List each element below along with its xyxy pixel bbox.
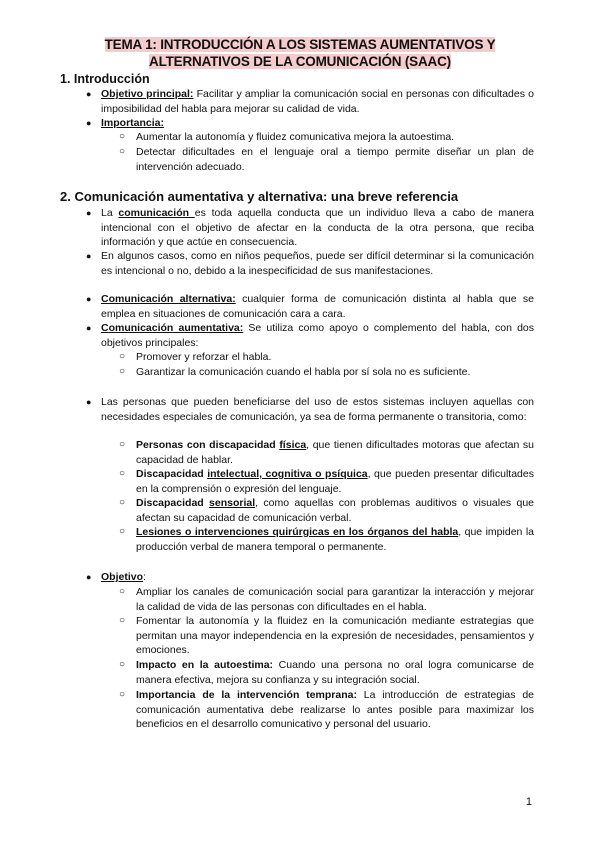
beneficiario-item (136, 496, 534, 525)
aumentativa-item: Promover y reforzar el habla. (136, 351, 272, 363)
aumentativa-label: Comunicación aumentativa: (101, 322, 244, 334)
objetivo-item-lead: Importancia de la intervención temprana: (136, 689, 357, 701)
alternativa-text: cualquier forma de comunicación distinta al habla que se emplea en situaciones de comunicación cara a cara. (101, 293, 535, 320)
bullet-icon: ● (86, 294, 92, 304)
page-number: 1 (525, 796, 532, 808)
circle-bullet-icon: ○ (119, 468, 126, 479)
objetivo-item (136, 585, 534, 614)
bullet-icon: ● (86, 118, 92, 128)
objetivo-item-text: Cuando una persona no oral logra comunicarse de manera efectiva, mejora su confianza y su integración social. (136, 659, 534, 686)
importancia-label: Importancia: (101, 117, 165, 129)
objetivo-label-line (101, 570, 534, 585)
bullet-icon: ● (86, 572, 92, 582)
bullet-icon: ● (86, 323, 92, 333)
beneficiario-text: , que pueden presentar dificultades en la comprensión o expresión del lenguaje. (136, 468, 534, 495)
beneficiario-text: , que impiden la producción verbal de manera temporal o permanente. (136, 526, 534, 553)
bullet-icon: ● (86, 89, 92, 99)
title-line-1: TEMA 1: INTRODUCCIÓN A LOS SISTEMAS AUMENTATIVOS Y (104, 37, 496, 52)
circle-bullet-icon: ○ (119, 351, 126, 362)
beneficiario-term: intelectual, cognitiva o psíquica (207, 468, 368, 480)
circle-bullet-icon: ○ (119, 615, 126, 626)
objetivo-principal-label: Objetivo principal: (101, 88, 194, 100)
comunicacion-pre: La (101, 207, 119, 219)
title-line-2: ALTERNATIVOS DE LA COMUNICACIÓN (SAAC) (149, 54, 451, 69)
beneficiario-lead: Discapacidad (136, 497, 210, 509)
bullet-icon: ● (86, 251, 92, 261)
objetivo-item-lead: Impacto en la autoestima: (136, 659, 274, 671)
beneficiario-text: , que tienen dificultades motoras que afectan su capacidad de hablar. (136, 439, 534, 466)
objetivo-item-text: Ampliar los canales de comunicación social para garantizar la interacción y mejorar la calidad de vida de las personas con dificultades en el habla. (136, 586, 534, 613)
objetivo-item (136, 614, 534, 658)
circle-bullet-icon: ○ (119, 366, 126, 377)
objetivo-principal-paragraph (101, 87, 534, 116)
section-1-heading: 1. Introducción (60, 72, 150, 86)
beneficiario-lead: Personas con discapacidad (136, 439, 280, 451)
objetivo-colon: : (143, 571, 146, 583)
aumentativa-text: Se utiliza como apoyo o complemento del habla, con dos objetivos principales: (101, 322, 535, 349)
importancia-item: Aumentar la autonomía y fluidez comunicativa mejora la autoestima. (136, 131, 455, 143)
circle-bullet-icon: ○ (119, 146, 126, 157)
section-2-heading: 2. Comunicación aumentativa y alternativa: una breve referencia (60, 189, 459, 204)
objetivo-principal-text: Facilitar y ampliar la comunicación social en personas con dificultades o imposibilidad del habla para mejorar su calidad de vida. (101, 88, 534, 115)
intencionalidad-paragraph: En algunos casos, como en niños pequeños, puede ser difícil determinar si la comunicación es intencional o no, debido a la inespecificidad de sus manifestaciones. (101, 250, 534, 277)
beneficiario-item (136, 467, 534, 496)
beneficiario-item (136, 525, 534, 554)
circle-bullet-icon: ○ (119, 439, 126, 450)
objetivo-label: Objetivo (101, 571, 144, 583)
objetivo-item (136, 658, 534, 687)
beneficiario-term: Lesiones o intervenciones quirúrgicas en los órganos del habla (136, 526, 459, 538)
comunicacion-post: es toda aquella conducta que un individuo lleva a cabo de manera intencional con el objetivo de afectar en la conducta de la otra persona, que reciba información y que actúe en consecuencia. (101, 207, 534, 248)
comunicacion-aumentativa-paragraph (101, 321, 534, 350)
circle-bullet-icon: ○ (119, 659, 126, 670)
comunicacion-definition (101, 206, 534, 250)
beneficiario-item (136, 438, 534, 467)
beneficiario-lead: Discapacidad (136, 468, 208, 480)
beneficiario-text: , como aquellas con problemas auditivos o visuales que afectan su capacidad de comunicación verbal. (136, 497, 534, 524)
circle-bullet-icon: ○ (119, 689, 126, 700)
importancia-item: Detectar dificultades en el lenguaje oral a tiempo permite diseñar un plan de intervención adecuado. (136, 146, 534, 173)
circle-bullet-icon: ○ (119, 497, 126, 508)
comunicacion-term: comunicación (118, 207, 195, 219)
bullet-icon: ● (86, 397, 92, 407)
circle-bullet-icon: ○ (119, 526, 126, 537)
objetivo-item (136, 688, 534, 732)
comunicacion-alternativa-paragraph (101, 292, 534, 321)
circle-bullet-icon: ○ (119, 586, 126, 597)
beneficiarios-paragraph: Las personas que pueden beneficiarse del uso de estos sistemas incluyen aquellas con necesidades especiales de comunicación, ya sea de forma permanente o transitoria, como: (101, 396, 534, 423)
beneficiario-term: sensorial (209, 497, 256, 509)
alternativa-label: Comunicación alternativa: (101, 293, 236, 305)
bullet-icon: ● (86, 208, 92, 218)
document-title (60, 36, 540, 70)
circle-bullet-icon: ○ (119, 131, 126, 142)
objetivo-item-text: Fomentar la autonomía y la fluidez en la comunicación mediante estrategias que permitan una mayor independencia en la expresión de necesidades, pensamientos y emociones. (136, 615, 534, 656)
beneficiario-term: física (279, 439, 307, 451)
aumentativa-item: Garantizar la comunicación cuando el habla por sí sola no es suficiente. (136, 366, 471, 378)
importancia-label-line (101, 116, 534, 131)
objetivo-item-text: La introducción de estrategias de comunicación aumentativa debe realizarse lo antes posible para maximizar los beneficios en el desarrollo comunicativo y personal del usuario. (136, 689, 535, 730)
